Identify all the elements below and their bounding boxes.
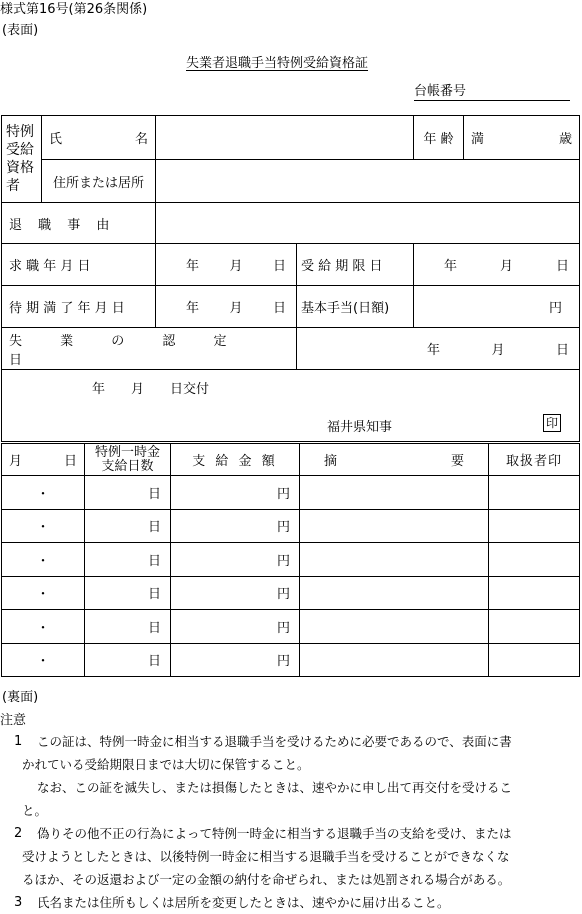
date-cell[interactable] (2, 643, 85, 677)
address-field[interactable] (156, 160, 580, 203)
date-separator: ・ (36, 486, 50, 502)
address-label-cell (42, 160, 156, 203)
day-unit: 日 (147, 486, 161, 502)
applicant-label-cell (2, 116, 42, 203)
days-cell[interactable] (85, 476, 171, 510)
note-2-line-3: るほか、その返還および一定の金額の納付を命ぜられ、または処罰される場合がある。 (22, 872, 511, 887)
certify-date-field[interactable] (297, 328, 580, 370)
payment-table (1, 443, 580, 677)
year-label: 年 (186, 301, 200, 316)
wait-date-field[interactable] (156, 286, 297, 328)
date-cell[interactable] (2, 476, 85, 510)
month-header: 月 (9, 454, 23, 469)
day-unit: 日 (147, 520, 161, 536)
header-amount (171, 444, 300, 476)
days-cell[interactable] (85, 543, 171, 577)
days-cell[interactable] (85, 509, 171, 543)
table-row (2, 509, 580, 543)
ledger-number-field[interactable] (414, 80, 570, 101)
issue-cell (2, 370, 580, 442)
days-header-line1: 特例一時金 (94, 444, 160, 460)
day-unit: 日 (147, 620, 161, 636)
date-cell[interactable] (2, 543, 85, 577)
handler-cell[interactable] (489, 509, 580, 543)
note-1-line-4: と。 (22, 803, 48, 818)
table-row (2, 576, 580, 610)
date-separator: ・ (36, 553, 50, 569)
age-field[interactable] (464, 116, 580, 160)
days-header-line2: 支給日数 (101, 458, 154, 474)
address-label: 住所または居所 (52, 175, 144, 191)
handler-cell[interactable] (489, 576, 580, 610)
basic-allowance-label: 基本手当(日額) (301, 301, 390, 316)
table-row (2, 476, 580, 510)
day-label: 日 (272, 259, 286, 274)
issue-date-line: 年 月 日交付 (92, 382, 210, 397)
side-back-label: (裏面) (2, 690, 39, 705)
date-separator: ・ (36, 620, 50, 636)
amount-cell[interactable] (171, 543, 300, 577)
job-date-field[interactable] (156, 244, 297, 286)
name-field[interactable] (156, 116, 414, 160)
summary-cell[interactable] (300, 509, 489, 543)
day-header: 日 (63, 454, 77, 469)
amount-cell[interactable] (171, 509, 300, 543)
days-cell[interactable] (85, 576, 171, 610)
yen-label: 円 (548, 301, 562, 316)
side-front-label: (表面) (2, 23, 39, 38)
note-3-number: 3 (14, 895, 23, 910)
header-handler (489, 444, 580, 476)
year-label: 年 (427, 343, 441, 358)
name-label-cell (42, 116, 156, 160)
job-date-label-cell (2, 244, 156, 286)
date-cell[interactable] (2, 576, 85, 610)
day-unit: 日 (147, 654, 161, 670)
certificate-table (1, 115, 580, 442)
day-label: 日 (272, 301, 286, 316)
summary-cell[interactable] (300, 576, 489, 610)
handler-cell[interactable] (489, 476, 580, 510)
wait-label-cell (2, 286, 156, 328)
summary-cell[interactable] (300, 476, 489, 510)
yen-unit: 円 (276, 520, 290, 536)
days-cell[interactable] (85, 643, 171, 677)
basic-allowance-field[interactable] (414, 286, 580, 328)
age-label: 年 齢 (423, 132, 454, 147)
certify-label-cell (2, 328, 297, 370)
day-unit: 日 (147, 587, 161, 603)
amount-cell[interactable] (171, 476, 300, 510)
date-cell[interactable] (2, 610, 85, 644)
page-title: 失業者退職手当特例受給資格証 (186, 56, 369, 71)
day-label: 日 (555, 259, 569, 274)
job-date-label: 求 職 年 月 日 (9, 259, 91, 274)
reason-label-cell (2, 203, 156, 244)
age-label-cell (414, 116, 464, 160)
header-summary (300, 444, 489, 476)
summary-cell[interactable] (300, 610, 489, 644)
month-label: 月 (491, 343, 505, 358)
note-3-line-1: 氏名または住所もしくは居所を変更したときは、速やかに届け出ること。 (37, 895, 450, 910)
governor-label: 福井県知事 (327, 420, 393, 435)
note-2-number: 2 (14, 826, 23, 841)
reason-field[interactable] (156, 203, 580, 244)
date-separator: ・ (36, 520, 50, 536)
name-label-b: 名 (134, 132, 148, 147)
date-separator: ・ (36, 654, 50, 670)
header-days (85, 444, 171, 476)
wait-label: 待 期 満 了 年 月 日 (9, 301, 125, 316)
days-cell[interactable] (85, 610, 171, 644)
amount-header: 支 給 金 額 (192, 454, 278, 469)
note-1-line-3: なお、この証を滅失し、または損傷したときは、速やかに申し出て再交付を受けるこ (37, 780, 513, 795)
basic-allowance-label-cell (297, 286, 414, 328)
note-1-number: 1 (14, 734, 23, 749)
name-label-a: 氏 (49, 132, 63, 147)
certify-label: 失 業 の 認 定 日 (9, 333, 244, 368)
month-label: 月 (229, 259, 243, 274)
yen-unit: 円 (276, 553, 290, 569)
summary-header-b: 要 (450, 454, 464, 469)
yen-unit: 円 (276, 587, 290, 603)
summary-cell[interactable] (300, 643, 489, 677)
date-separator: ・ (36, 587, 50, 603)
summary-header-a: 摘 (324, 454, 338, 469)
age-prefix: 満 (471, 132, 485, 147)
notes-title: 注意 (0, 713, 27, 728)
deadline-label-cell (297, 244, 414, 286)
table-row (2, 643, 580, 677)
note-1-line-1: この証は、特例一時金に相当する退職手当を受けるために必要であるので、表面に書 (37, 734, 512, 749)
age-suffix: 歳 (558, 132, 572, 147)
table-row (2, 543, 580, 577)
handler-cell[interactable] (489, 643, 580, 677)
note-2-line-1: 偽りその他不正の行為によって特例一時金に相当する退職手当の支給を受け、または (37, 826, 512, 841)
table-row (2, 610, 580, 644)
amount-cell[interactable] (171, 576, 300, 610)
handler-cell[interactable] (489, 543, 580, 577)
handler-cell[interactable] (489, 610, 580, 644)
seal-mark (543, 414, 561, 432)
day-label: 日 (555, 343, 569, 358)
applicant-label: 特例受給資格者 (6, 124, 34, 194)
reason-label: 退 職 事 由 (9, 217, 116, 233)
month-label: 月 (499, 259, 513, 274)
handler-header: 取扱者印 (505, 454, 562, 469)
header-month-day (2, 444, 85, 476)
yen-unit: 円 (276, 486, 290, 502)
yen-unit: 円 (276, 620, 290, 636)
month-label: 月 (229, 301, 243, 316)
deadline-field[interactable] (414, 244, 580, 286)
ledger-number-label: 台帳番号 (414, 84, 467, 99)
form-reference: 様式第16号(第26条関係) (0, 2, 148, 17)
note-2-line-2: 受けようとしたときは、以後特例一時金に相当する退職手当を受けることができなくな (22, 849, 510, 864)
note-1-line-2: かれている受給期限日までは大切に保管すること。 (22, 757, 310, 772)
year-label: 年 (186, 259, 200, 274)
date-cell[interactable] (2, 509, 85, 543)
yen-unit: 円 (276, 654, 290, 670)
day-unit: 日 (147, 553, 161, 569)
amount-cell[interactable] (171, 610, 300, 644)
amount-cell[interactable] (171, 643, 300, 677)
summary-cell[interactable] (300, 543, 489, 577)
year-label: 年 (444, 259, 458, 274)
deadline-label: 受 給 期 限 日 (301, 259, 383, 274)
seal-icon: 印 (543, 414, 561, 432)
